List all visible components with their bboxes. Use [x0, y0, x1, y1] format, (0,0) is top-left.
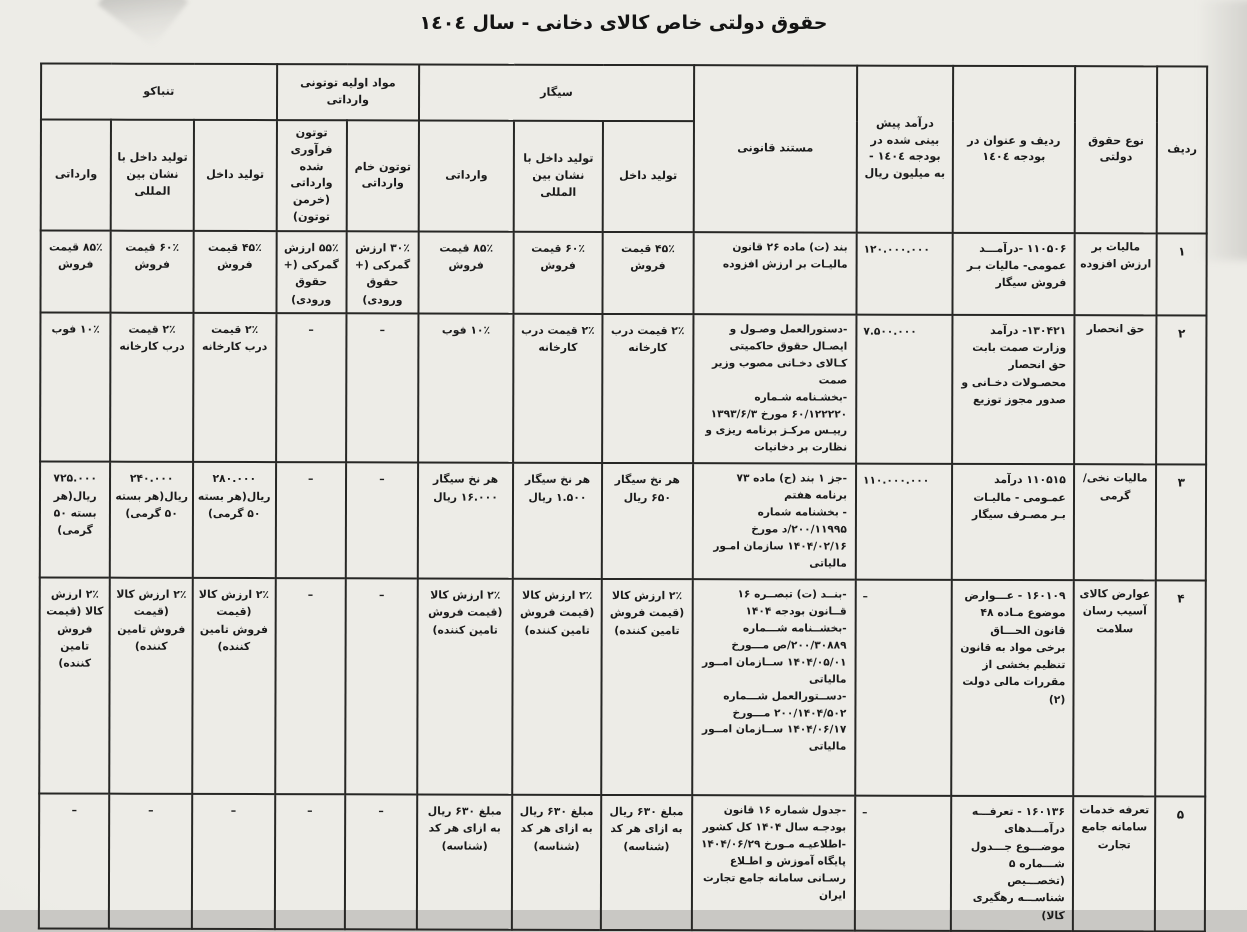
cell-legal-basis: -جدول شماره ۱۶ قانون بودجـه سال ۱۴۰۴ کل کشور -اطلاعیـه مـورخ ۱۴۰۴/۰۶/۲۹ پایگاه آموزش و اطـلاع رسـانی سامانه جامع تجارت ایران: [692, 795, 856, 930]
cell-rate: هر نخ سیگار ۱.۵۰۰ ریال: [513, 463, 602, 579]
subheader-tanbaku-intl-brand: تولید داخل با نشان بین المللی: [111, 120, 194, 231]
subheader-raw-tobacco-imported: توتون خام وارداتی: [346, 120, 419, 231]
cell-rate: –: [345, 578, 418, 794]
cell-legal-basis: بند (ت) ماده ۲۶ قانون مالیـات بر ارزش افزوده: [693, 232, 856, 314]
cell-budget-title: ۱۳۰۴۲۱- درآمد وزارت صمت بابت حق انحصار محصـولات دخـانی و صدور مجوز توزیع: [952, 315, 1074, 465]
header-forecast-revenue: درآمد پیش بینی شده در بودجه ١٤٠٤ - به میلیون ریال: [857, 66, 953, 233]
cell-rate: مبلغ ۶۳۰ ریال به ازای هر کد (شناسه): [417, 794, 512, 929]
cell-rate: ۲٪ قیمت درب کارخانه: [110, 313, 193, 463]
cell-radif: ۵: [1155, 796, 1205, 931]
cell-rate: ۲٪ ارزش کالا (قیمت فروش تامین کننده): [601, 579, 692, 795]
cell-rate: –: [346, 313, 419, 463]
cell-rate: –: [275, 578, 346, 794]
cell-rate: ۸۵٪ قیمت فروش: [40, 230, 111, 312]
header-duty-type: نوع حقوق دولتی: [1075, 66, 1158, 233]
cell-rate: ۶۰٪ قیمت فروش: [111, 230, 194, 312]
cell-rate: –: [275, 462, 346, 578]
table-row: [40, 462, 1206, 581]
cell-revenue: ۱۲۰.۰۰۰.۰۰۰: [856, 232, 952, 314]
cell-rate: –: [346, 463, 419, 579]
cell-rate: ۴۵٪ قیمت فروش: [193, 231, 276, 313]
cell-rate: ۴۵٪ قیمت فروش: [602, 232, 693, 314]
table-row: [39, 793, 1205, 931]
cell-rate: ۲٪ ارزش کالا (قیمت فروش تامین کننده): [110, 578, 193, 794]
cell-revenue: –: [855, 796, 951, 931]
cell-duty-type: عوارض کالای آسیب رسان سلامت: [1073, 580, 1156, 796]
cell-legal-basis: -بنــد (ت) تبصــره ۱۶ قــانون بودجه ۱۴۰۴ -بخشــنامه شـــماره ۲۰۰/۳۰۸۸۹/ص مـــورخ ۱۴۰۴/۰۵/۰۱ ســازمان امــور مالیاتی -دســتورالعمل شـــماره ۲۰۰/۱۴۰۴/۵۰۲ مـــورخ ۱۴۰۴/۰۶/۱۷ ســازمان امــور مالیاتی: [692, 579, 856, 795]
cell-rate: ۶۰٪ قیمت فروش: [514, 231, 603, 313]
cell-rate: ۲٪ قیمت درب کارخانه: [602, 314, 693, 464]
cell-rate: ۲۸۰.۰۰۰ ریال(هر بسته ۵۰ گرمی): [193, 462, 276, 578]
cell-duty-type: حق انحصار: [1074, 315, 1157, 465]
cell-rate: ۲٪ ارزش کالا (قیمت فروش تامین کننده): [39, 577, 110, 793]
cell-duty-type: مالیات بر ارزش افزوده: [1074, 233, 1157, 315]
cell-radif: ۴: [1156, 580, 1206, 796]
header-group-cigarette: سیگار: [419, 64, 694, 121]
cell-budget-title: ۱۱۰۵۰۶ -درآمـــد عمومی- مالیات بـر فروش سیگار: [952, 233, 1074, 315]
cell-rate: –: [109, 794, 192, 929]
cell-rate: ۲٪ ارزش کالا (قیمت فروش تامین کننده): [192, 578, 275, 794]
cell-budget-title: ۱۶۰۱۳۶ - تعرفـــه درآمـــدهای موضـــوع جـــدول شـــماره ۵ (تخصـــیص شناســـه رهگیری کالا): [951, 796, 1073, 931]
subheader-cigarette-domestic: تولید داخل: [603, 121, 694, 232]
cell-rate: –: [274, 794, 345, 929]
header-group-tanbaku: تنباکو: [41, 63, 277, 120]
cell-rate: مبلغ ۶۳۰ ریال به ازای هر کد (شناسه): [512, 795, 601, 930]
cell-duty-type: مالیات نخی/گرمی: [1074, 465, 1157, 581]
cell-rate: ۲٪ قیمت درب کارخانه: [193, 313, 276, 463]
header-budget-title: ردیف و عنوان در بودجه ١٤٠٤: [953, 66, 1075, 233]
cell-revenue: ۱۱۰.۰۰۰.۰۰۰: [856, 464, 952, 580]
cell-rate: –: [39, 793, 110, 928]
cell-budget-title: ۱۶۰۱۰۹ - عـــوارض موضوع مـاده ۴۸ قانون الحـــاق برخی مواد به قانون تنظیم بخشی از مقررات مالی دولت (۲): [951, 580, 1073, 796]
cell-radif: ۲: [1157, 315, 1207, 465]
header-legal-basis: مستند قانونی: [693, 65, 857, 232]
table-row: [40, 230, 1206, 315]
table-row: [40, 312, 1206, 465]
subheader-cigarette-intl-brand: تولید داخل با نشان بین المللی: [514, 121, 603, 232]
cell-rate: –: [276, 313, 347, 463]
cell-rate: ۲۴۰.۰۰۰ ریال(هر بسته ۵۰ گرمی): [110, 462, 193, 578]
cell-rate: ۱۰٪ فوب: [40, 312, 111, 462]
cell-rate: ۳۰٪ ارزش گمرکی (+ حقوق ورودی): [346, 231, 418, 313]
cell-revenue: ۷.۵۰۰.۰۰۰: [856, 314, 952, 464]
cell-legal-basis: -دستورالعمل وصـول و ایصـال حقوق حاکمیتی کـالای دخـانی مصوب وزیر صمت -بخشـنامه شـماره ۶۰/۱۲۲۲۲۰ مورخ ۱۳۹۳/۶/۳ رییـس مرکـز برنامه ریزی و نظارت بر دخانیات: [693, 314, 857, 464]
cell-rate: ۱۰٪ فوب: [418, 313, 513, 463]
subheader-cigarette-imported: وارداتی: [419, 120, 514, 231]
cell-rate: مبلغ ۶۳۰ ریال به ازای هر کد (شناسه): [601, 795, 692, 930]
cell-rate: ۲٪ ارزش کالا (قیمت فروش تامین کننده): [512, 579, 601, 795]
subheader-tanbaku-imported: وارداتی: [41, 119, 112, 230]
header-group-raw-tobacco: مواد اولیه توتونی وارداتی: [277, 64, 420, 120]
cell-rate: –: [192, 794, 275, 929]
document-title: حقوق دولتی خاص کالای دخانی - سال ١٤٠٤: [419, 12, 828, 34]
cell-rate: هر نخ سیگار ۶۵۰ ریال: [602, 463, 693, 579]
cell-radif: ۳: [1156, 465, 1206, 581]
subheader-processed-tobacco-imported: توتون فرآوری شده وارداتی (خرمن توتون): [276, 120, 347, 231]
cell-radif: ۱: [1157, 233, 1207, 315]
cell-rate: هر نخ سیگار ۱۶.۰۰۰ ریال: [418, 463, 513, 579]
subheader-tanbaku-domestic: تولید داخل: [194, 120, 277, 231]
cell-revenue: –: [855, 580, 952, 796]
cell-budget-title: ۱۱۰۵۱۵ درآمد عمـومی - مالیـات بـر مصـرف سیگار: [952, 464, 1074, 580]
cell-rate: ۲٪ قیمت درب کارخانه: [513, 314, 602, 464]
table-row: [39, 577, 1206, 796]
tobacco-duties-table: [38, 62, 1208, 932]
cell-rate: ۵۵٪ ارزش گمرکی (+ حقوق ورودی): [276, 231, 346, 313]
cell-legal-basis: -جز ۱ بند (ح) ماده ۷۳ برنامه هفتم - بخشنامه شماره ۲۰۰/۱۱۹۹۵/د مورخ ۱۴۰۴/۰۲/۱۶ سازمان امـور مالیاتی: [693, 464, 856, 580]
cell-rate: ۲٪ ارزش کالا (قیمت فروش تامین کننده): [417, 578, 513, 794]
cell-duty-type: تعرفه خدمات سامانه جامع تجارت: [1073, 796, 1156, 931]
header-radif: ردیف: [1157, 66, 1207, 233]
cell-rate: –: [345, 794, 418, 929]
cell-rate: ۸۵٪ قیمت فروش: [419, 231, 514, 313]
table-header: [41, 63, 1207, 233]
cell-rate: ۷۲۵.۰۰۰ ریال(هر بسته ۵۰ گرمی): [40, 462, 111, 578]
